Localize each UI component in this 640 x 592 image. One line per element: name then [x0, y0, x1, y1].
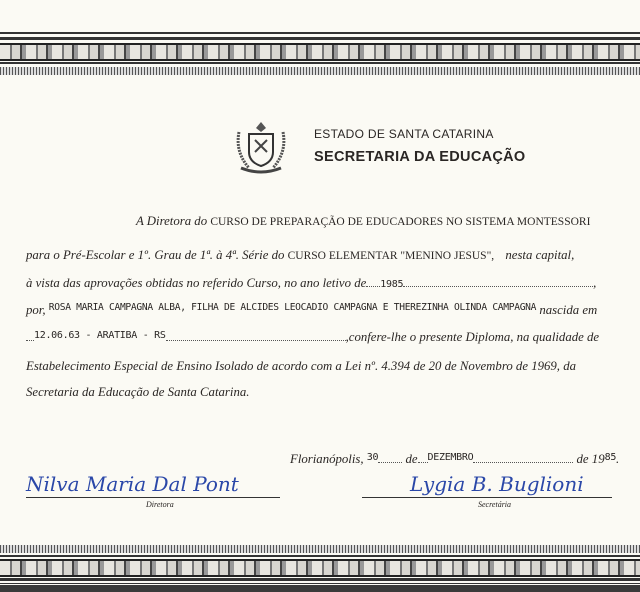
text: à vista das aprovações obtidas no referido Curso, no ano letivo de — [26, 276, 367, 290]
course-name: CURSO DE PREPARAÇÃO DE EDUCADORES NO SISTEMA MONTESSORI — [210, 216, 591, 228]
month: DEZEMBRO — [427, 452, 474, 463]
secretary-signature: Lygia B. Buglioni — [410, 472, 584, 496]
coat-of-arms-icon — [233, 118, 289, 176]
text-line-1 — [136, 214, 590, 230]
text-line-2 — [26, 248, 574, 264]
text: por, — [26, 303, 46, 317]
director-signature: Nilva Maria Dal Pont — [26, 472, 239, 496]
scan-edge — [0, 585, 640, 592]
school-year: 1985 — [380, 279, 404, 290]
school-name: CURSO ELEMENTAR "MENINO JESUS", — [287, 250, 495, 262]
text: para o Pré-Escolar e 1º. Grau de 1ª. à 4ª. Série do — [26, 248, 285, 262]
text: de 19 — [576, 452, 605, 466]
text: nesta capital, — [505, 248, 575, 262]
text-line-6: Estabelecimento Especial de Ensino Isolado de acordo com a Lei nº. 4.394 de 20 de Novembro de 1969, da — [26, 359, 576, 373]
text-line-7: Secretaria da Educação de Santa Catarina. — [26, 385, 250, 399]
state-name: ESTADO DE SANTA CATARINA — [314, 127, 494, 141]
text: A Diretora do — [136, 214, 208, 228]
secretary-label: Secretária — [478, 500, 512, 509]
text-line-5 — [26, 330, 599, 346]
text-line-3: à vista das aprovações obtidas no referido Curso, no ano letivo de 1985 , — [26, 276, 597, 290]
year: 85 — [604, 452, 617, 463]
birth-info: 12.06.63 - ARATIBA - RS — [34, 330, 166, 341]
director-label: Diretora — [146, 500, 174, 509]
secretary-signature-line — [362, 497, 612, 498]
day: 30 — [366, 452, 379, 463]
text: nascida em — [539, 303, 598, 317]
city: Florianópolis, — [290, 452, 364, 466]
date-line: Florianópolis, $^{30}$ de $^{DEZEMBRO}$ de $19^{85}$. — [290, 452, 620, 466]
department-name: SECRETARIA DA EDUCAÇÃO — [314, 149, 526, 165]
text: de — [405, 452, 418, 466]
top-border — [0, 32, 640, 78]
text-line-4 — [26, 303, 597, 319]
student-name: ROSA MARIA CAMPAGNA ALBA, FILHA DE ALCIDES LEOCADIO CAMPAGNA E THEREZINHA OLINDA CAMPAGNA — [48, 302, 537, 313]
text: ,confere-lhe o presente Diploma, na qualidade de — [345, 330, 600, 344]
director-signature-line — [26, 497, 280, 498]
